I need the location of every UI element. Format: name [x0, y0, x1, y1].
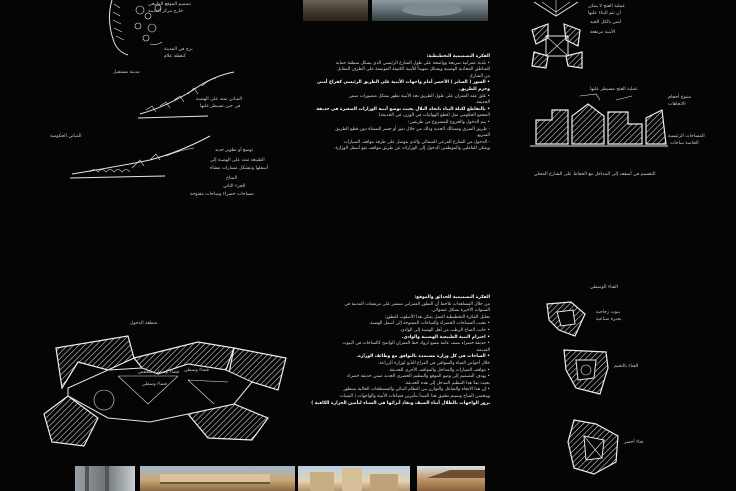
label-landmark: كنقطة علام: [164, 54, 186, 59]
label-future-city: مدينة مستقبل: [113, 70, 140, 75]
text-line: - طريق الشرق ومسالك الجديد وذلك من خلال نفق أو جسر للمشاة دون قطع الطريق: [335, 126, 490, 132]
text-line: من خلال المشاهدات تلاحظ أن التطور العمراني منتشر على مرتفعات المدينة في: [344, 301, 490, 307]
courtyard-sketch-1: [545, 300, 590, 340]
hillside-sketch-1: [138, 66, 241, 121]
massing-sketch-2: [528, 20, 586, 72]
text-line: ويتحسن المناخ وسيتم تطبيق هذا المبدأ بتأثيرين فضاءات الأبنية والواجهات ( الشيات: [339, 393, 490, 399]
b-label-courtyard-b: فضاء وسطي: [142, 382, 167, 387]
label-government-buildings: المباني الحكومية: [50, 134, 82, 139]
label-climate: المناخ: [226, 176, 238, 181]
label-nature-extends: الطبيعة تمتد على الهضبة إلى: [210, 158, 265, 163]
r-label-10: التقسيم في أسقف إلى المداخل مع الحفاظ على الشارع المحلي: [534, 172, 656, 177]
text-line: وحرم للطريق.: [458, 86, 490, 92]
text-line: السنوات الأخيرة بشكل عشوائي.: [430, 308, 490, 314]
design-concept-title-2: الفكرة التصميمية للحدائق والموقع:: [414, 295, 490, 300]
hillside-sketch-2: [70, 130, 220, 185]
massing-sketch-3: [530, 90, 670, 152]
text-line: القديمة.: [475, 347, 490, 353]
r-label-3: ليس بالكل الجيد: [590, 20, 622, 25]
text-line: السريع.: [476, 133, 490, 139]
r-label-6: متنوع أحجام: [668, 95, 692, 100]
text-line: • جانب المناخ الرطب من أهل الهضبة إلى الوادي.: [399, 327, 490, 333]
text-line: • بلدية عمرانية صريحة وواضحة على طول الشارع الرئيسي الذي يشكل منطقة حماية: [335, 60, 490, 66]
courtyard-sketch-2: [562, 348, 612, 398]
text-line: • تجنب المساحات الخضراء والساحات المفتوحة إلى أسفل الهضبة.: [368, 321, 490, 327]
label-outside-center: خارج مركز المدينة: [148, 9, 183, 14]
photo-bottom-2: [140, 466, 295, 491]
text-line: للمناطق المحاذية الهضبية ويشكل تمهيداً للأبنية الكثيفة الموضعة على الطرف المقابل: [337, 67, 490, 73]
text-line: المجمع الحكومي مثل (قطع الهوائيات في الوزن، في الحديقة).: [377, 113, 490, 119]
r-label-8: المساحات الرئيسية: [668, 134, 705, 139]
label-dominating: في حين تسيطر عليها: [200, 104, 241, 109]
photo-bottom-3: [298, 466, 410, 491]
photo-top-2: [372, 0, 488, 21]
text-line: • احترام البنية الطبيعية الهضبية والوادي.: [401, 334, 490, 340]
text-line: • السور ( الساتر ) الأخضر أمام واجهات الأبنية على الطريق الرئيسي كفراغ أمني: [316, 80, 490, 86]
r-label-1: عملية الفتح لا يمكن: [588, 4, 626, 9]
text-line: • حديقة خضراء نصف عامة تتسع لرواد خط العمران الواضح كالساحات في البيوت: [342, 341, 490, 347]
text-line: • مواقف السيارات والمداخل والمواقف الأخرى للحديقة.: [388, 367, 490, 373]
massing-sketch-1: [532, 0, 582, 20]
text-line: بحيث يعدّ هذا التنظيم المدخل إلى هذه الحديقة.: [404, 380, 490, 386]
text-line: • الساحات في كل وزارة مستمدة بالتوافق مع وظائف الوزارة.: [356, 354, 490, 360]
design-concept-text-1: [302, 54, 490, 153]
text-line: بروز الواجهات بالظلال أثناء الصيف ونفاذ أبرائها في الشتاء لتأمين الحرارة الكافية ): [311, 400, 490, 406]
text-line: من الشارع.: [468, 73, 490, 79]
design-concept-text-2: [296, 295, 490, 407]
text-line: • غلق عقد العمران على طول الطريق تجد الأبنية تظهر بشكل متصورات ضمن: [348, 93, 490, 99]
design-concept-title-1: الفكرة التصميمية التخطيطية:: [426, 54, 490, 59]
text-line: ويمكن للعاملين والموظفين الدخول إلى الوزارات عن طريق مواقف تقع أسفل الوزارة.: [334, 146, 490, 152]
label-second-part: الجزء الثاني: [223, 184, 246, 189]
r-label-15: فناء أخضر: [624, 440, 644, 445]
label-pedestrian-paths: أسفلها وتتشكل مسارات مشاة: [210, 166, 269, 171]
label-new-development: توسع أو تطوير جديد: [215, 148, 253, 153]
r-label-12: بيوت زجاجية: [596, 310, 620, 315]
text-line: خلال أحواض المياه والسواقي في الفراغ التابع لوزارة الزراعة.: [378, 360, 490, 366]
r-label-13: بحيرة صناعية: [596, 317, 622, 322]
r-label-11: الفناء الوسطي: [590, 285, 618, 290]
photo-top-1: [303, 0, 368, 21]
b-label-low-courtyard: فضاء وسطي منخفض: [138, 370, 180, 375]
b-label-courtyard-a: فضاء وسطي: [184, 368, 209, 373]
r-label-4: الأبنية مرتفعة: [590, 30, 616, 35]
label-buildings-on-plateau: المباني تمتد على الهضبة: [196, 97, 243, 102]
label-site-design: تصميم الموقع الطبيعي: [148, 2, 191, 7]
photo-bottom-4: [417, 466, 485, 491]
text-line: تحليل الفكرة التخطيطية العمل يمكن هذا الأسلوب للتطور:: [384, 314, 490, 320]
text-line: • يتم الدخول والخروج للمشروع من طريقين:: [408, 119, 490, 125]
photo-bottom-1: [75, 466, 135, 491]
r-label-14: الفناء بالتخيم: [614, 364, 639, 369]
text-line: - الدخول من الشارع الفرعي الشمالي والذي نتوصل على طرفه مواقف السيارات: [343, 139, 490, 145]
label-green-spaces: مساحات خضراء وساحات مفتوحة: [190, 192, 254, 197]
text-line: الحديقة.: [475, 100, 490, 106]
r-label-7: الاتجاهات: [668, 102, 686, 107]
courtyard-sketch-3: [566, 418, 626, 478]
b-label-entry: منطقة الدخول: [130, 321, 158, 326]
r-label-9: الخاصة ساحات: [670, 141, 699, 146]
label-city-tower: برج في المدينة: [164, 47, 193, 52]
r-label-5: عملية الفتح مسيطر عليها: [590, 87, 638, 92]
text-line: • يهدف التصميم إلى وضع الموقع والتنظيم الحضري الجديد ضمن حديقة خضراء: [347, 374, 490, 380]
text-line: • إن هذا الاتجاه والتفاعل والتوازن بين النظام البنائي والمسطحات الخالية ستطور: [343, 387, 490, 393]
text-line: • بالتقاطع لكتلة البناء باتجاه التلال بحيث توضع أبنية الوزارات الصغيرة في حديقة: [316, 106, 490, 112]
r-label-2: أن تتم البناء عليها: [588, 11, 621, 16]
